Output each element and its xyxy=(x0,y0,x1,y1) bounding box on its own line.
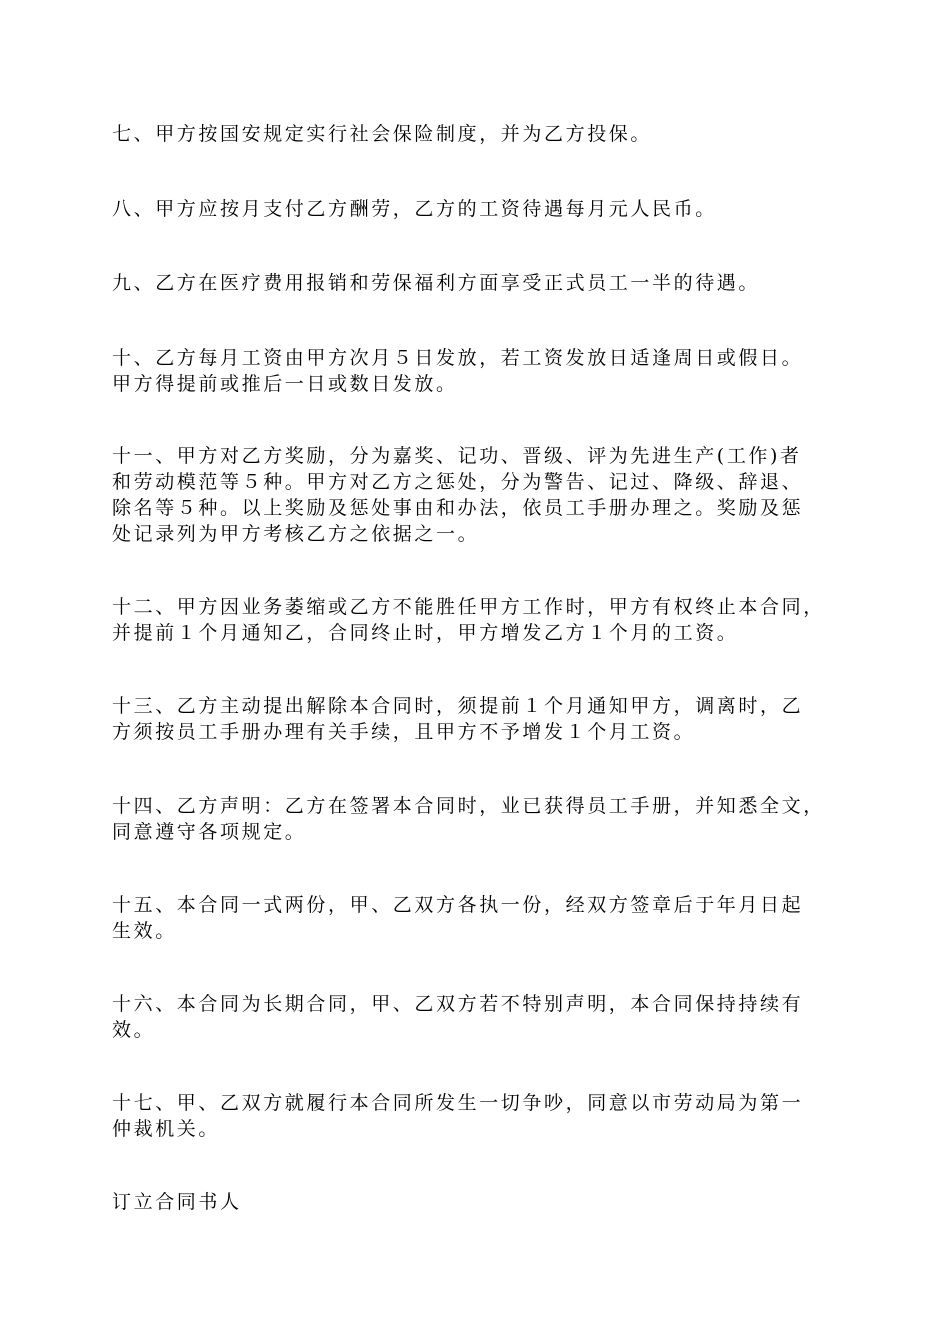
text-line: 同意遵守各项规定。 xyxy=(112,821,307,843)
text-line: 八、甲方应按月支付乙方酬劳，乙方的工资待遇每月元人民币。 xyxy=(112,198,717,220)
clause-14 xyxy=(112,793,840,845)
text-line: 十、乙方每月工资由甲方次月５日发放，若工资发放日适逢周日或假日。 xyxy=(112,347,804,369)
text-line: 十五、本合同一式两份，甲、乙双方各执一份，经双方签章后于年月日起 xyxy=(112,894,804,916)
text-line: 和劳动模范等５种。甲方对乙方之惩处，分为警告、记过、降级、辞退、 xyxy=(112,471,804,493)
text-line: 方须按员工手册办理有关手续，且甲方不予增发１个月工资。 xyxy=(112,721,696,743)
clause-9 xyxy=(112,270,840,296)
text-line: 订立合同书人 xyxy=(112,1191,242,1213)
text-line: 效。 xyxy=(112,1019,156,1041)
text-line: 十三、乙方主动提出解除本合同时，须提前１个月通知甲方，调离时，乙 xyxy=(112,695,804,717)
clause-17 xyxy=(112,1090,840,1142)
text-line: 十一、甲方对乙方奖励，分为嘉奖、记功、晋级、评为先进生产(工作)者 xyxy=(112,445,802,467)
clause-10 xyxy=(112,345,840,397)
text-line: 并提前１个月通知乙，合同终止时，甲方增发乙方１个月的工资。 xyxy=(112,622,739,644)
clause-13 xyxy=(112,693,840,745)
clause-7 xyxy=(112,121,840,147)
clause-11 xyxy=(112,443,840,547)
text-line: 九、乙方在医疗费用报销和劳保福利方面享受正式员工一半的待遇。 xyxy=(112,272,761,294)
clause-8 xyxy=(112,196,840,222)
clause-15 xyxy=(112,892,840,944)
text-line: 除名等５种。以上奖励及惩处事由和办法，依员工手册办理之。奖励及惩 xyxy=(112,497,804,519)
text-line: 十二、甲方因业务萎缩或乙方不能胜任甲方工作时，甲方有权终止本合同， xyxy=(112,596,825,618)
text-line: 处记录列为甲方考核乙方之依据之一。 xyxy=(112,523,480,545)
clause-12 xyxy=(112,594,840,646)
signatory-label xyxy=(112,1189,840,1215)
text-line: 十四、乙方声明：乙方在签署本合同时，业已获得员工手册，并知悉全文， xyxy=(112,795,825,817)
text-line: 十六、本合同为长期合同，甲、乙双方若不特别声明，本合同保持持续有 xyxy=(112,993,804,1015)
text-line: 十七、甲、乙双方就履行本合同所发生一切争吵，同意以市劳动局为第一 xyxy=(112,1092,804,1114)
text-line: 甲方得提前或推后一日或数日发放。 xyxy=(112,373,458,395)
text-line: 七、甲方按国安规定实行社会保险制度，并为乙方投保。 xyxy=(112,123,653,145)
text-line: 仲裁机关。 xyxy=(112,1118,221,1140)
text-line: 生效。 xyxy=(112,920,177,942)
clause-16 xyxy=(112,991,840,1043)
